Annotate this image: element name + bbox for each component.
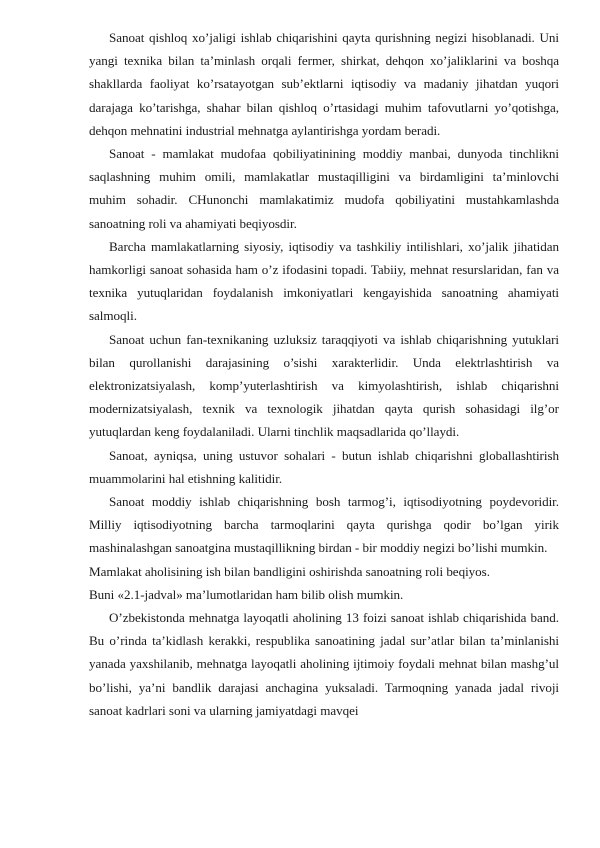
paragraph-science-technology: Sanoat uchun fan-texnikaning uzluksiz taraqqiyoti va ishlab chiqarishning yutuklari bilan qurollanishi darajasining o’sishi xarakterlidir. Unda elektrlashtirish va elektronizatsiyalash, komp’yuterlashtirish va kimyolashtirish, ishlab chiqarishni modernizatsiyalash, texnik va texnologik jihatdan qayta qurish sohasidagi ilg’or yutuqlardan keng foydalaniladi. Ularni tinchlik maqsadlarida qo’llaydi. (89, 331, 559, 440)
document-page (89, 26, 559, 722)
paragraph-economic-foundation: Sanoat moddiy ishlab chiqarishning bosh tarmog’i, iqtisodiyotning poydevoridir. Milliy iqtisodiyotning barcha tarmoqlarini qayta qurishga qodir bo’lgan yirik mashinalashgan sanoatgina mustaqillikning birdan - bir moddiy negizi bo’lishi mumkin. (89, 494, 559, 556)
paragraph-globalization: Sanoat, ayniqsa, uning ustuvor sohalari - butun ishlab chiqarishni globallashtirish muammolarini hal etishning kalitidir. (89, 447, 559, 486)
paragraph-international-cooperation: Barcha mamlakatlarning siyosiy, iqtisodiy va tashkiliy intilishlari, xo’jalik jihatidan hamkorligi sanoat sohasida ham o’z ifodasini topadi. Tabiiy, mehnat resurslaridan, fan va texnika yutuqlaridan foydalanish imkoniyatlari kengayishida sanoatning ahamiyati salmoqli. (89, 238, 559, 324)
paragraph-employment: Mamlakat aholisining ish bilan bandligini oshirishda sanoatning roli beqiyos. (89, 563, 490, 579)
paragraph-industry-agriculture: Sanoat qishloq xo’jaligi ishlab chiqarishini qayta qurishning negizi hisoblanadi. Uni yangi texnika bilan ta’minlash orqali fermer, shirkat, dehqon xo’jaliklarini va boshqa shakllarda faoliyat ko’rsatayotgan sub’ektlarni iqtisodiy va madaniy jihatdan yuqori darajaga ko’tarishga, shahar bilan qishloq o’rtasidagi muhim tafovutlarni yo’qotishga, dehqon mehnatini industrial mehnatga aylantirishga yordam beradi. (89, 30, 559, 138)
paragraph-uzbekistan-workforce: O’zbekistonda mehnatga layoqatli aholining 13 foizi sanoat ishlab chiqarishida band. Bu o’rinda ta’kidlash kerakki, respublika sanoatining jadal sur’atlar bilan ta’minlanishi yanada yaxshilanib, mehnatga layoqatli aholining ijtimoiy foydali mehnat bilan mashg’ul bo’lishi, ya’ni bandlik darajasi anchagina yuksaladi. Tarmoqning yanada jadal rivoji sanoat kadrlari soni va ularning jamiyatdagi mavqei (89, 610, 559, 718)
paragraph-table-reference: Buni «2.1-jadval» ma’lumotlaridan ham bilib olish mumkin. (89, 586, 404, 602)
paragraph-industry-defense: Sanoat - mamlakat mudofaa qobiliyatinining moddiy manbai, dunyoda tinchlikni saqlashning muhim omili, mamlakatlar mustaqilligini va birdamligini ta’minlovchi muhim sohadir. CHunonchi mamlakatimiz mudofa qobiliyatini mustahkamlashda sanoatning roli va ahamiyati beqiyosdir. (89, 146, 559, 231)
